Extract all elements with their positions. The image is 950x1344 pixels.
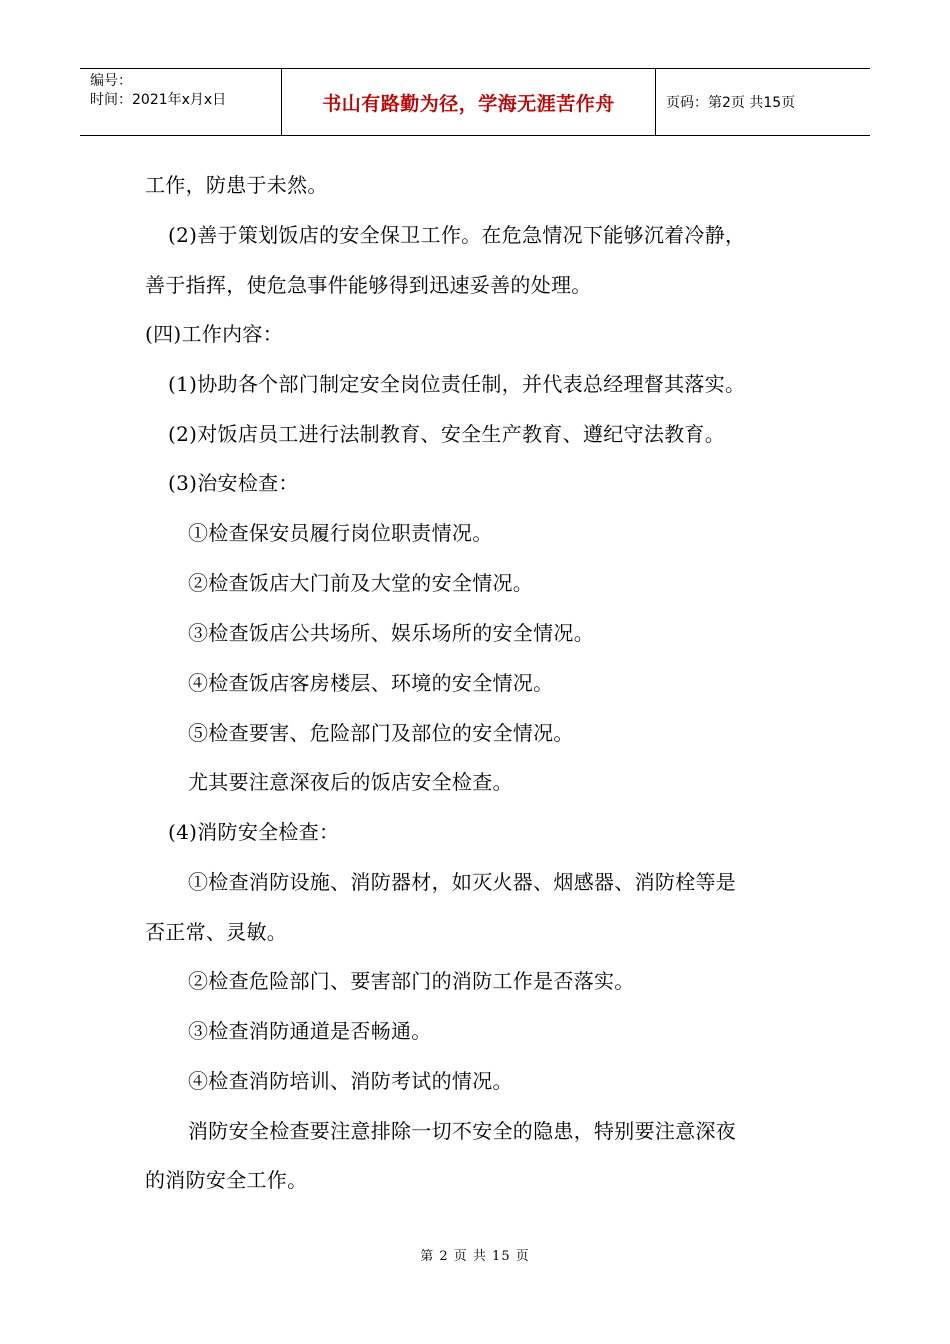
body-line: (2)对饭店员工进行法制教育、安全生产教育、遵纪守法教育。 bbox=[168, 422, 726, 446]
body-line: 否正常、灵敏。 bbox=[145, 920, 288, 944]
list-item: ②检查危险部门、要害部门的消防工作是否落实。 bbox=[188, 969, 635, 993]
subsection-heading: (3)治安检查： bbox=[168, 471, 299, 495]
subsection-heading: (4)消防安全检查： bbox=[168, 820, 340, 844]
header-motto-cell bbox=[282, 69, 656, 135]
list-item: ④检查饭店客房楼层、环境的安全情况。 bbox=[188, 671, 554, 695]
body-line: 的消防安全工作。 bbox=[145, 1168, 308, 1192]
list-item: ②检查饭店大门前及大堂的安全情况。 bbox=[188, 571, 534, 595]
header-meta-cell bbox=[80, 69, 282, 135]
list-item: ①检查保安员履行岗位职责情况。 bbox=[188, 521, 493, 545]
body-line: (2)善于策划饭店的安全保卫工作。在危急情况下能够沉着冷静， bbox=[168, 223, 746, 247]
document-date-label: 时间：2021年x月x日 bbox=[90, 92, 227, 108]
document-number-label: 编号： bbox=[90, 73, 132, 89]
list-item: ③检查饭店公共场所、娱乐场所的安全情况。 bbox=[188, 621, 594, 645]
page-footer: 第 2 页 共 15 页 bbox=[420, 1249, 530, 1264]
header-page-cell bbox=[656, 69, 870, 135]
body-line: 善于指挥，使危急事件能够得到迅速妥善的处理。 bbox=[145, 273, 592, 297]
list-item: ③检查消防通道是否畅通。 bbox=[188, 1019, 432, 1043]
section-heading: (四)工作内容： bbox=[145, 322, 284, 346]
list-item: ①检查消防设施、消防器材，如灭火器、烟感器、消防栓等是 bbox=[188, 870, 737, 894]
body-line: 消防安全检查要注意排除一切不安全的隐患，特别要注意深夜 bbox=[188, 1119, 737, 1143]
header-page-number: 页码：第2页 共15页 bbox=[666, 95, 796, 111]
body-line: (1)协助各个部门制定安全岗位责任制，并代表总经理督其落实。 bbox=[168, 372, 746, 396]
body-line: 尤其要注意深夜后的饭店安全检查。 bbox=[188, 770, 513, 794]
header-motto: 书山有路勤为径，学海无涯苦作舟 bbox=[322, 92, 615, 115]
list-item: ⑤检查要害、危险部门及部位的安全情况。 bbox=[188, 721, 574, 745]
list-item: ④检查消防培训、消防考试的情况。 bbox=[188, 1069, 513, 1093]
page-header bbox=[80, 68, 870, 136]
body-line: 工作，防患于未然。 bbox=[145, 173, 328, 197]
